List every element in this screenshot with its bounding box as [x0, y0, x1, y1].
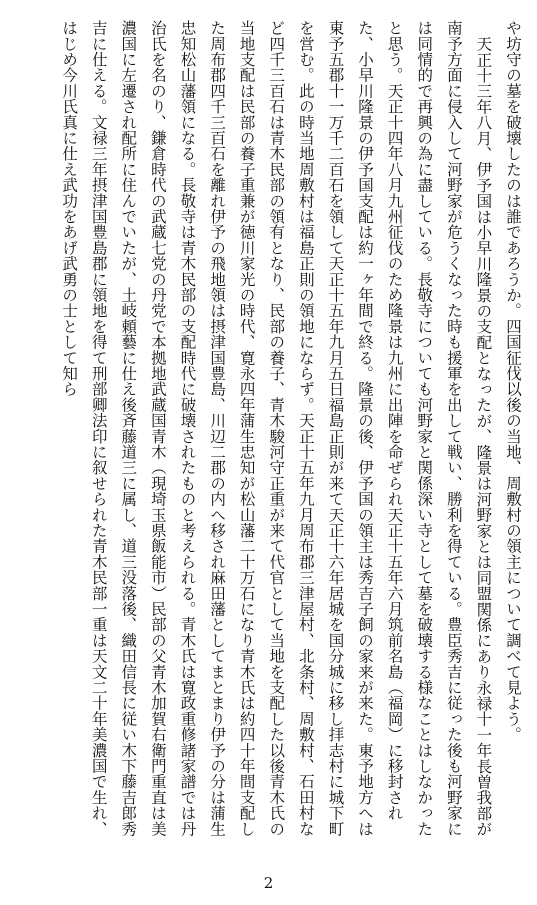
page-number: 2: [263, 874, 274, 892]
vertical-body-text: [10, 20, 527, 840]
body-paragraph-1: や坊守の墓を破壊したのは誰であろうか。四国征伐以後の当地、周敷村の領主について調べて見よう。: [504, 20, 522, 743]
body-paragraph-2: 天正十三年八月、伊予国は小早川隆景の支配となったが、隆景は河野家とは同盟関係にあり永禄十一年長曽我部が南予方面に侵入して河野家が危うくなった時も援軍を出して戦い、勝利を得ている。豊臣秀吉に従った後も河野家には同情的で再興の為に盡している。長敬寺についても河野家と関係深い寺として墓を破壊する様なことはしなかったと思う。天正十四年八月九州征伐のため隆景は九州に出陣を命ぜられ天正十五年六月筑前名島（福岡）に移封された、小早川隆景の伊予国支配は約一ヶ年間で終る。隆景の後、伊予国の領主は秀吉子飼の家来が来た。東予地方へは東予五郡十一万千二百石を領して天正十五年九月五日福島正則が来て天正十六年居城を国分城に移し拝志村に城下町を営む。此の時当地周敷村は福島正則の領地にならず。天正十五年九月周布郡三津屋村、北条村、周敷村、石田村など四千三百石は青木民部の領有となり、民部の養子、青木駿河守正重が来て代官として当地を支配した以後青木氏の当地支配は民部の養子重兼が徳川家光の時代、寛永四年蒲生忠知が松山藩二十万石になり青木氏は約四十年間支配した周布郡四千三百石を離れ伊予の飛地領は摂津国豊島、川辺二郡の内へ移され麻田藩としてまとまり伊予の分は蒲生忠知松山藩領になる。長敬寺は青木民部の支配時代に破壊されたものと考えられる。青木氏は寛政重修諸家譜では丹治氏を名のり、鎌倉時代の武蔵七党の丹党で本拠地武蔵国青木（現埼玉県飯能市）民部の父青木加賀右衛門重直は美濃国に左遷され配所に住んでいたが、土岐頼藝に仕え後斉藤道三に属し、道三没落後、織田信長に従い木下藤吉郎秀吉に仕える。文禄三年摂津国豊島郡に領地を得て刑部卿法印に叙せられた青木民部一重は天文二十年美濃国で生れ、はじめ今川氏真に仕え武功をあげ武勇の士として知ら: [60, 20, 493, 837]
